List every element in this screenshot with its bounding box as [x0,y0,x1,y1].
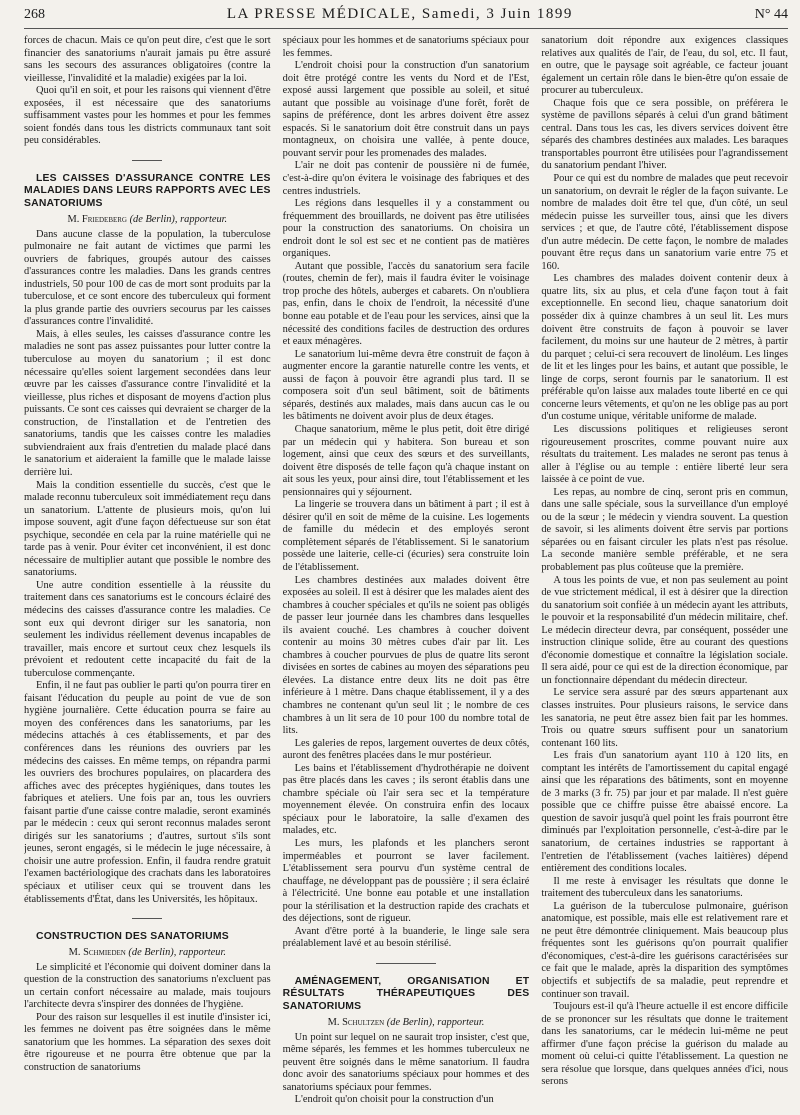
author-role: (de Berlin), rapporteur. [125,946,226,958]
paragraph: Quoi qu'il en soit, et pour les raisons qui viennent d'être exposées, il est nécessaire que des sanatoriums suffisamment vastes pour les hommes et pour les femmes soient fondés dans tous les districts communaux tant soit peu considérables. [24,85,271,147]
paragraph: Mais, à elles seules, les caisses d'assurance contre les maladies ne sont pas assez puissantes pour lutter contre la tuberculose au moyen du sanatorium ; il est donc nécessaire qu'elles soient largement secondées dans leur œuvre par les caisses d'assurance contre l'invalidité et la vieillesse, plus riches et disposant de moyens d'action plus puissants. Ce sont ces caisses qui devraient se charger de la construction, de l'installation et de l'entretien des sanatoriums, tandis que les caisses contre les maladies subviendraient aux frais d'entretien du malade placé dans le sanatorium et aideraient la famille que le malade laisse derrière lui. [24,328,271,478]
paragraph: Les discussions politiques et religieuses seront rigoureusement proscrites, comme pouvant nuire aux résultats du traitement. Les malades ne seront pas tenus à aller à l'église ou au temple : entière liberté leur sera laissée à ce point de vue. [541,423,788,486]
author-name: M. Schmieden [68,946,126,958]
paragraph: sanatorium doit répondre aux exigences classiques relatives aux qualités de l'air, de l'eau, du sol, etc. Il faut, en outre, que le paysage soit agréable, ce facteur jouant également un certain rôle dans le bien-être qu'on essaie de procurer au tuberculeux. [541,35,788,97]
paragraph: Une autre condition essentielle à la réussite du traitement dans ces sanatoriums est le concours éclairé des médecins des caisses d'assurance contre les maladies. Ce sont eux qui devront diriger sur les sanatoria, non seulement les individus réellement devenus incapables de travailler, mais encore et surtout ceux chez lesquels ils prévoient et redoutent cette incapacité du fait de la tuberculose commençante. [24,579,271,679]
paragraph: spéciaux pour les hommes et de sanatoriums spéciaux pour les femmes. [282,35,530,59]
paragraph: Pour des raison sur lesquelles il est inutile d'insister ici, les femmes ne doivent pas être soignées dans le même sanatorium que les hommes. La séparation des sexes doit être rigoureuse et ne pourra être obtenue que par la construction de sanatoriums [24,1011,271,1074]
section-author [283,1016,530,1029]
paragraph: Mais la condition essentielle du succès, c'est que le malade reconnu tuberculeux soit immédiatement reçu dans un sanatorium. L'attente de plusieurs mois, qu'on lui impose souvent, agit d'une façon défectueuse sur son état psychique, secondée en cela par la ruine matérielle qui ne tarde pas à venir. Pour éviter cet inconvénient, il est donc nécessaire de multiplier autant que possible le nombre des sanatoriums. [24,479,271,579]
page-number: 268 [24,7,45,22]
paragraph: Les chambres des malades doivent contenir deux à quatre lits, six au plus, et cela d'une façon tout à fait exceptionnelle. En second lieu, chaque sanatorium doit posséder dix à quinze chambres à un seul lit. Les murs doivent être construits de façon à pouvoir se laver facilement, du moins sur une hauteur de 2 mètres, à partir du parquet ; celui-ci sera recouvert de linoléum. Les linges de lit et les linges pour les bains, et autant que possible, le linge de corps, seront fournis par le sanatorium. Il est préférable qu'on laisse aux malades toute liberté en ce qui concerne leurs vêtements, et qu'on ne les oblige pas au port d'un costume unique, véritable uniforme de malade. [541,273,788,423]
paragraph: La lingerie se trouvera dans un bâtiment à part ; il est à désirer qu'il en soit de même de la cuisine. Les logements de famille du médecin et des employés seront complètement séparés de l'établissement. Si le sanatorium possède une laiterie, celle-ci (écuries) sera construite loin de l'établissement. [282,499,530,573]
section-author [24,946,271,959]
section-title: CONSTRUCTION DES SANATORIUMS [36,931,229,943]
paragraph: Autant que possible, l'accès du sanatorium sera facile (routes, chemin de fer), mais il faudra éviter le voisinage trop proche des hôtels, auberges et cabarets. On n'oubliera pas, enfin, dans le choix de l'endroit, la nécessité d'une bonne eau potable et de l'eau pour les services, ainsi que la nécessité des conditions faciles de destruction des ordures et eaux ménagères. [282,260,530,348]
section-title: AMÉNAGEMENT, ORGANISATION ET RÉSULTATS THÉRAPEUTIQUES DES SANATORIUMS [282,975,530,1013]
paragraph: Les murs, les plafonds et les planchers seront imperméables et pourront se laver facilement. L'établissement sera pourvu d'un système central de chauffage, ne développant pas de poussière ; il sera éclairé à l'électricité. Une bonne eau potable et une installation pour la stérilisation et la destruction rapide des crachats et des déjections, sont de rigueur. [282,838,530,925]
journal-title: LA PRESSE MÉDICALE, Samedi, 3 Juin 1899 [226,6,573,22]
paragraph: Le simplicité et l'économie qui doivent dominer dans la question de la construction des sanatoriums n'excluent pas un certain confort nécessaire au malade, mais toujours l'architecte devra s'inspirer des données de l'hygiène. [24,961,271,1011]
author-name: M. Friedeberg [67,213,127,225]
paragraph: Enfin, il ne faut pas oublier le parti qu'on pourra tirer en faisant l'éducation du peuple au point de vue de son hygiène journalière. Cette éducation pourra se faire au moyen des conférences dans les sanatoriums, par les médecins attachés à ces établissements, et par des conférences dans les réunions des ouvriers par les médecins des caisses. En même temps, on répandra parmi les ouvriers des brochures populaires, on placardera des affiches avec des préceptes hygiéniques, dans toutes les fabriques et ateliers. Une fois par an, tous les ouvriers faisant partie d'une caisse contre maladie, seront examinés par le médecin : ceux qui seront reconnus malades seront dirigés sur les sanatoriums ; d'autres, surtout s'ils sont jeunes, seront engagés, si le médecin le juge nécessaire, à choisir une autre profession. Enfin, il faudra rendre gratuit l'examen bactériologique des crachats dans les laboratoires spéciaux et utiliser ceux qui se trouvent dans les établissements d'État, dans les Universités, les hôpitaux. [24,680,271,905]
paragraph: Les bains et l'établissement d'hydrothérapie ne doivent pas être placés dans les caves ; ils seront établis dans une chambre spéciale où l'air sera sec et la température moyennement élevée. On construira enfin des locaux spéciaux pour le laboratoire, la salle d'examen des malades, etc. [282,762,530,837]
paragraph: La guérison de la tuberculose pulmonaire, guérison anatomique, est possible, mais elle est relativement rare et ne peut être démontrée cliniquement. Mais beaucoup plus fréquentes sont les guérisons qu'on pourrait qualifier d'économiques, c'est-à-dire les guérisons caractérisées sur ce fait que le malade, après la disparition des symptômes objectifs et subjectifs de sa maladie, peut reprendre et continuer son travail. [541,900,788,1000]
column-left [24,35,271,1115]
author-name: M. Schultzen [327,1016,385,1028]
column-right [541,35,788,1115]
paragraph: Le service sera assuré par des sœurs appartenant aux classes instruites. Pour plusieurs raisons, le service dans les sanatoria, ne peut être assez bien fait par les hommes. Trois ou quatre sœurs suffisent pour un sanatorium contenant 160 lits. [541,687,788,749]
author-role: (de Berlin), rapporteur. [127,213,228,225]
paragraph: A tous les points de vue, et non pas seulement au point de vue strictement médical, il est à désirer que la direction du sanatorium soit confiée à un médecin ayant les attributs, le pouvoir et la responsabilité d'un médecin militaire, chef. Le médecin directeur devra, par conséquent, posséder une instruction clinique solide, être au courant des questions d'économie domestique et connaître la législation sociale. Il sera aidé, pour ce qui est de la direction économique, par un fonctionnaire dépendant du médecin directeur. [541,574,788,686]
paragraph: Les régions dans lesquelles il y a constamment ou fréquemment des brouillards, ne doivent pas être utilisées pour la construction des sanatoriums. On choisira un endroit dont le sol est sec et ne contient pas de matières organiques. [282,198,530,260]
paragraph: Pour ce qui est du nombre de malades que peut recevoir un sanatorium, on devrait le régler de la façon suivante. Le nombre de malades doit être tel que, d'un côté, un seul médecin puisse les surveiller tous, ainsi que les divers services ; et que, de l'autre côté, l'établissement dispose d'un autre médecin. De cette façon, le nombre de malades pouvant être reçus dans un sanatorium varie entre 75 et 160. [541,173,788,272]
paragraph: Les chambres destinées aux malades doivent être exposées au soleil. Il est à désirer que les malades aient des chambres à coucher spéciales et qu'ils ne soient pas obligés de passer leur journée dans les chambres dans lesquelles ils avaient couché. Les chambres à coucher doivent contenir au moins 30 mètres cubes d'air par lit. Les chambres à coucher pourvues de plus de quatre lits seront divisées en sortes de cabines au moyen des séparations peu élevées. La distance entre deux lits ne doit pas être inférieure à 1 mètre. Dans chaque établissement, il y a des chambres ne contenant qu'un seul lit ; le nombre de ces chambres à un lit sera de 10 pour 100 du nombre total de lits. [282,574,530,737]
paragraph: forces de chacun. Mais ce qu'on peut dire, c'est que le sort financier des sanatoriums n'aurait jamais pu être assuré sans les secours des assurances obligatoires (contre la vieillesse, l'invalidité et la maladie) exigées par la loi. [24,35,271,84]
paragraph: Avant d'être porté à la buanderie, le linge sale sera préalablement lavé et au besoin stérilisé. [282,925,530,950]
section-author [24,213,271,226]
page-header [24,6,788,29]
paragraph: Dans aucune classe de la population, la tuberculose pulmonaire ne fait autant de victimes que parmi les ouvriers de fabriques, groupés autour des caisses d'assurances contre les maladies. Dans les grands centres industriels, 50 pour 100 de cas de mort sont produits par la tuberculose, et ce sont encore des tuberculeux qui forment la plus grande partie des ouvriers secourus par les caisses d'assurances contre l'invalidité. [24,228,271,328]
paragraph: Les frais d'un sanatorium ayant 110 à 120 lits, en comptant les intérêts de l'amortissement du capital engagé ainsi que les réparations des bâtiments, sont en moyenne de 3 marks (3 fr. 75) par jour et par malade. Il n'est guère possible que ce chiffre puisse être abaissé encore. La question de savoir jusqu'à quel point les frais pourront être diminués par l'exploitation personnelle, c'est-à-dire par le sanatorium, de certaines industries se rapportant à l'entretien de l'établissement (vaches laitières) dépend entièrement des conditions locales. [541,750,788,875]
paragraph: Les repas, au nombre de cinq, seront pris en commun, dans une salle spéciale, sous la surveillance d'un employé ou de la sœur ; le médecin y viendra souvent. La question de savoir, si les aliments doivent être servis par portions séparées ou en faisant circuler les plats n'est pas résolue. La seconde manière semble préférable, et ne sera probablement pas plus coûteuse que la première. [541,486,788,573]
column-middle [283,35,530,1115]
paragraph: Un point sur lequel on ne saurait trop insister, c'est que, même séparés, les femmes et les hommes tuberculeux ne peuvent être soignés dans le même sanatorium. Il faudra donc avoir des sanatoriums spéciaux pour hommes et des sanatoriums spéciaux pour femmes. [282,1031,530,1093]
issue-number: N° 44 [754,7,788,22]
paragraph: Il me reste à envisager les résultats que donne le traitement des tuberculeux dans les sanatoriums. [541,875,788,900]
paragraph: Chaque sanatorium, même le plus petit, doit être dirigé par un médecin qui y habitera. Son bureau et son logement, ainsi que ceux des sœurs et des surveillants, doivent être disposés de telle façon qu'à chaque instant on ait sous les yeux, pour ainsi dire, tout l'établissement et les pensionnaires qui y séjournent. [282,423,530,498]
paragraph: Chaque fois que ce sera possible, on préférera le système de pavillons séparés à celui d'un grand bâtiment central. Dans tous les cas, les divers services doivent être séparés des chambres destinées aux malades. Les baraques transportables pourront être utilisées pour l'agrandissement du sanatorium pendant l'hiver. [541,97,788,172]
section-title: LES CAISSES D'ASSURANCE CONTRE LES MALADIES DANS LEURS RAPPORTS AVEC LES SANATORIUMS [24,172,271,210]
article-columns [24,35,788,1115]
paragraph: L'endroit qu'on choisit pour la construction d'un [294,1094,494,1106]
paragraph: L'air ne doit pas contenir de poussière ni de fumée, c'est-à-dire qu'on évitera le voisinage des fabriques et des centres industriels. [282,160,530,197]
paragraph: Le sanatorium lui-même devra être construit de façon à augmenter encore la garantie naturelle contre les vents, et aussi de façon à pouvoir être agrandi plus tard. Il se composera soit d'un seul bâtiment, soit de bâtiments séparés, destinés aux malades, mais dans aucun cas le ou les bâtiments ne doivent avoir plus de deux étages. [282,348,530,423]
paragraph: Toujours est-il qu'à l'heure actuelle il est encore difficile de se prononcer sur les résultats que donne le traitement dans les sanatoriums, car le médecin lui-même ne peut affirmer d'une façon précise la guérison du malade au moment où celui-ci quitte l'établissement. La question ne sera résolue que lorsque, dans quelques années d'ici, nous serons [541,1001,788,1088]
paragraph: L'endroit choisi pour la construction d'un sanatorium doit être protégé contre les vents du Nord et de l'Est, exposé aussi largement que possible au soleil, et situé autant que possible au voisinage d'une forêt, forêt de sapins de préférence, dont les arbres doivent être assez espacés. Si le sanatorium doit être construit dans un pays montagneux, on choisira une vallée, à pente douce, pouvant servir pour les promenades des malades. [282,60,530,159]
paragraph: Les galeries de repos, largement ouvertes de deux côtés, auront des fenêtres placées dans le mur postérieur. [282,737,530,762]
author-role: (de Berlin), rapporteur. [384,1016,485,1028]
